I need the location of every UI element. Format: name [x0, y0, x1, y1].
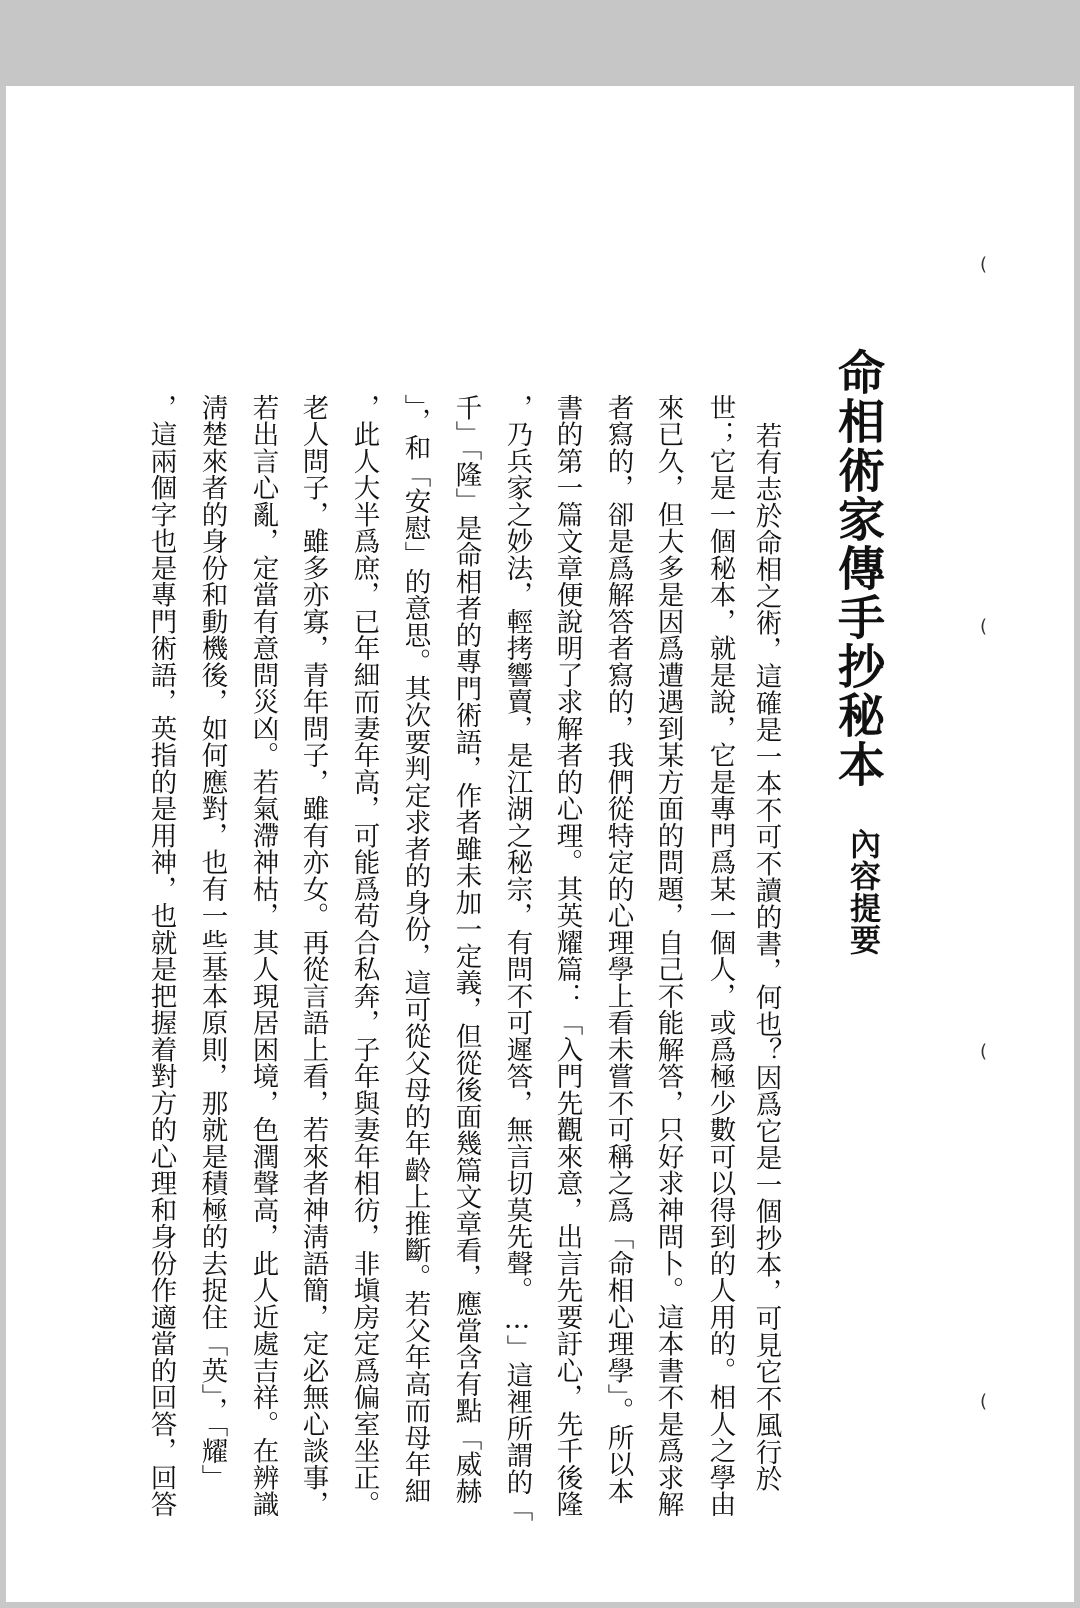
document-subtitle: 內容提要	[844, 828, 880, 956]
scan-mark: (	[980, 254, 988, 275]
viewer-toolbar-area	[0, 0, 1080, 86]
text-line-4: 者寫的，卻是爲解答者寫的，我們從特定的心理學上看未嘗不可稱之爲「命相心理學」。所以本	[602, 394, 634, 1505]
text-line-7: 千」「隆」是命相者的專門術語，作者雖未加一定義，但從後面幾篇文章看，應當含有點「威赫	[450, 394, 482, 1505]
text-line-5: 書的第一篇文章便說明了求解者的心理。其英耀篇：「入門先觀來意，出言先要訏心，先千後隆	[551, 394, 583, 1518]
text-line-8: 」，和「安慰」的意思。其次要判定求者的身份，這可從父母的年齡上推斷。若父年高而母年細	[399, 394, 431, 1505]
document-title: 命相術家傳手抄秘本	[830, 348, 885, 789]
text-line-11: 若出言心亂，定當有意問災凶。若氣滯神枯，其人現居困境，色潤聲高，此人近處吉祥。在辨識	[247, 394, 279, 1518]
scan-mark: (	[980, 616, 988, 637]
text-line-6: ，乃兵家之妙法，輕拷響賣，是江湖之秘宗，有問不可遲答，無言切莫先聲。…」這裡所謂的「	[501, 394, 533, 1522]
scan-mark: (	[980, 1041, 988, 1062]
text-line-2: 世；它是一個秘本，就是說，它是專門爲某一個人，或爲極少數可以得到的人用的。相人之學由	[704, 394, 736, 1518]
text-line-1: 若有志於命相之術，這確是一本不可不讀的書，何也？因爲它是一個抄本，可見它不風行於	[750, 422, 782, 1492]
text-line-9: ，此人大半爲庶，已年細而妻年高，可能爲苟合私奔，子年與妻年相彷，非塡房定爲偏室坐正。	[348, 394, 380, 1518]
text-line-10: 老人問子，雖多亦寡，青年問子，雖有亦女。再從言語上看，若來者神淸語簡，定必無心談事，	[297, 394, 329, 1518]
text-line-3: 來已久，但大多是因爲遭遇到某方面的問題，自己不能解答，只好求神問卜。這本書不是爲求解	[652, 394, 684, 1518]
text-line-13: ，這兩個字也是專門術語，英指的是用神，也就是把握着對方的心理和身份作適當的回答，回答	[145, 394, 177, 1518]
text-line-12: 淸楚來者的身份和動機後，如何應對，也有一些基本原則，那就是積極的去捉住「英」，「耀」	[196, 394, 228, 1491]
scan-mark: (	[980, 1391, 988, 1412]
document-page	[6, 86, 1074, 1602]
